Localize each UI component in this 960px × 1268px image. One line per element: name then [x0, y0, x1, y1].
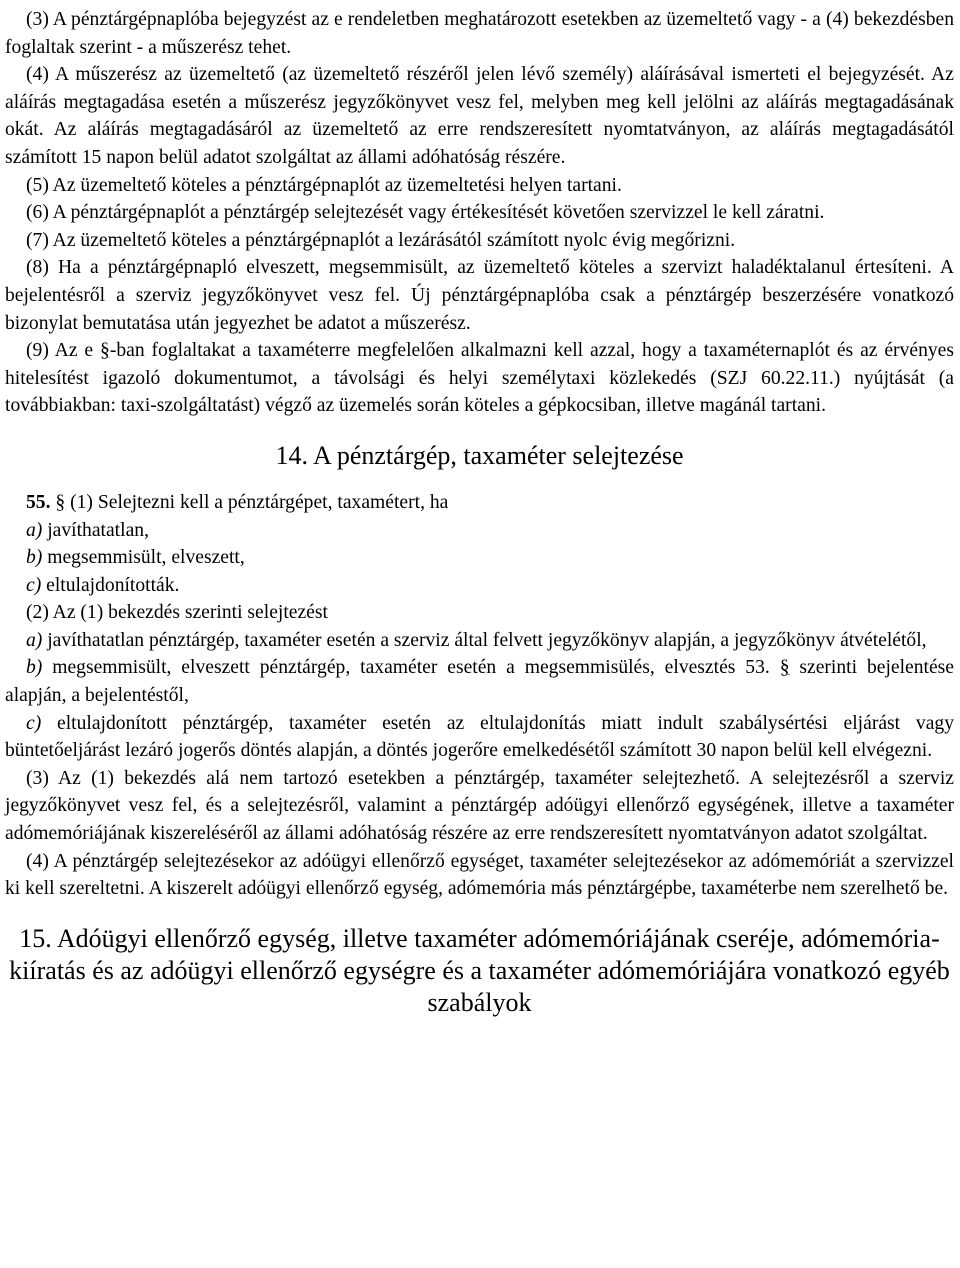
list-letter: b)	[26, 657, 43, 679]
section-55	[5, 489, 954, 903]
section-55-para-1	[5, 489, 954, 517]
list-letter: a)	[26, 519, 43, 541]
section-sign-link[interactable]: §	[779, 657, 790, 679]
section-sign-link[interactable]: §	[100, 340, 110, 362]
list-letter: c)	[26, 712, 42, 734]
list-text: javíthatatlan,	[42, 519, 149, 541]
paragraph-4: (4) A műszerész az üzemeltető (az üzemeltető részéről jelen lévő személy) aláírásával ismerteti el bejegyzését. Az aláírás megtagadása esetén a műszerész jegyzőkönyvet vesz fel, melyben meg kell jelölni az aláírás megtagadásának okát. Az aláírás megtagadásáról az üzemeltető az erre rendszeresített nyomtatványon, az aláírás megtagadásától számított 15 napon belül adatot szolgáltat az állami adóhatóság részére.	[5, 64, 954, 168]
section-55-para-3: (3) Az (1) bekezdés alá nem tartozó esetekben a pénztárgép, taxaméter selejtezhető. A selejtezésről a szerviz jegyzőkönyvet vesz fel, és a selejtezésről, valamint a pénztárgép adóügyi ellenőrző egységének, illetve a taxaméter adómemóriájának kiszereléséről az állami adóhatóság részére az erre rendszeresített nyomtatványon adatot szolgáltat.	[5, 767, 954, 845]
section-number: 55.	[26, 491, 51, 513]
paragraph-9-post: -ban foglaltakat a taxaméterre megfelelően alkalmazni kell azzal, hogy a taxaméternaplót és az érvényes hitelesítést igazoló dokumentumot, a távolsági és helyi személytaxi közlekedés (SZJ 60.22.11.) nyújtását (a továbbiakban: taxi-szolgáltatást) végző az üzemelés során köteles a gépkocsiban, illetve magánál tartani.	[5, 340, 954, 417]
list-text: megsemmisült, elveszett pénztárgép, taxaméter esetén a megsemmisülés, elvesztés 53.	[42, 657, 780, 679]
section-55-para-2-intro: (2) Az (1) bekezdés szerinti selejtezést	[26, 602, 328, 624]
paragraph-7: (7) Az üzemeltető köteles a pénztárgépnaplót a lezárásától számított nyolc évig megőrizni.	[26, 229, 736, 251]
list-text: eltulajdonított pénztárgép, taxaméter esetén az eltulajdonítás miatt indult szabálysértési eljárást vagy büntetőeljárást lezáró jogerős döntés alapján, a döntés jogerőre emelkedésétől számított 30 napon belül kell elvégezni.	[5, 712, 954, 762]
paragraph-9	[5, 337, 954, 420]
list-item-a	[5, 517, 954, 545]
list-text: megsemmisült, elveszett,	[42, 547, 245, 569]
list-item-b	[5, 544, 954, 572]
paragraph-6: (6) A pénztárgépnaplót a pénztárgép selejtezését vagy értékesítését követően szervizzel le kell záratni.	[26, 202, 825, 224]
para-2-item-a	[5, 627, 954, 655]
paragraph-5: (5) Az üzemeltető köteles a pénztárgépnaplót az üzemeltetési helyen tartani.	[26, 174, 622, 196]
list-letter: c)	[26, 574, 42, 596]
list-letter: b)	[26, 547, 43, 569]
para-2-item-b	[5, 654, 954, 709]
list-item-c	[5, 572, 954, 600]
section-heading-14: 14. A pénztárgép, taxaméter selejtezése	[275, 440, 684, 470]
list-text: javíthatatlan pénztárgép, taxaméter esetén a szerviz által felvett jegyzőkönyv alapján, a jegyzőkönyv átvételétől,	[42, 629, 927, 651]
section-heading-15: 15. Adóügyi ellenőrző egység, illetve taxaméter adómemóriájának cseréje, adómemória-kiíratás és az adóügyi ellenőrző egységre és a taxaméter adómemóriájára vonatkozó egyéb szabályok	[9, 923, 950, 1017]
list-text: eltulajdonították.	[41, 574, 180, 596]
list-text-tail: szerinti bejelentése alapján, a bejelentéstől,	[5, 657, 954, 707]
section-55-para-4: (4) A pénztárgép selejtezésekor az adóügyi ellenőrző egységet, taxaméter selejtezésekor az adómemóriát a szervizzel ki kell szereltetni. A kiszerelt adóügyi ellenőrző egység, adómemória más pénztárgépbe, taxaméterbe nem szerelhető be.	[5, 850, 954, 900]
paragraph-9-pre: (9) Az e	[26, 340, 101, 362]
paragraph-8: (8) Ha a pénztárgépnapló elveszett, megsemmisült, az üzemeltető köteles a szervizt haladéktalanul értesíteni. A bejelentésről a szerviz jegyzőkönyvet vesz fel. Új pénztárgépnaplóba csak a pénztárgép beszerzésére vonatkozó bizonylat bemutatása után jegyezhet be adatot a műszerész.	[5, 257, 954, 334]
section-sign-link[interactable]: §	[55, 491, 66, 513]
para-2-item-c	[5, 710, 954, 765]
section-55-intro: (1) Selejtezni kell a pénztárgépet, taxamétert, ha	[65, 491, 449, 513]
paragraph-3: (3) A pénztárgépnaplóba bejegyzést az e rendeletben meghatározott esetekben az üzemeltető vagy - a (4) bekezdésben foglaltak szerint - a műszerész tehet.	[5, 9, 954, 58]
list-letter: a)	[26, 629, 43, 651]
